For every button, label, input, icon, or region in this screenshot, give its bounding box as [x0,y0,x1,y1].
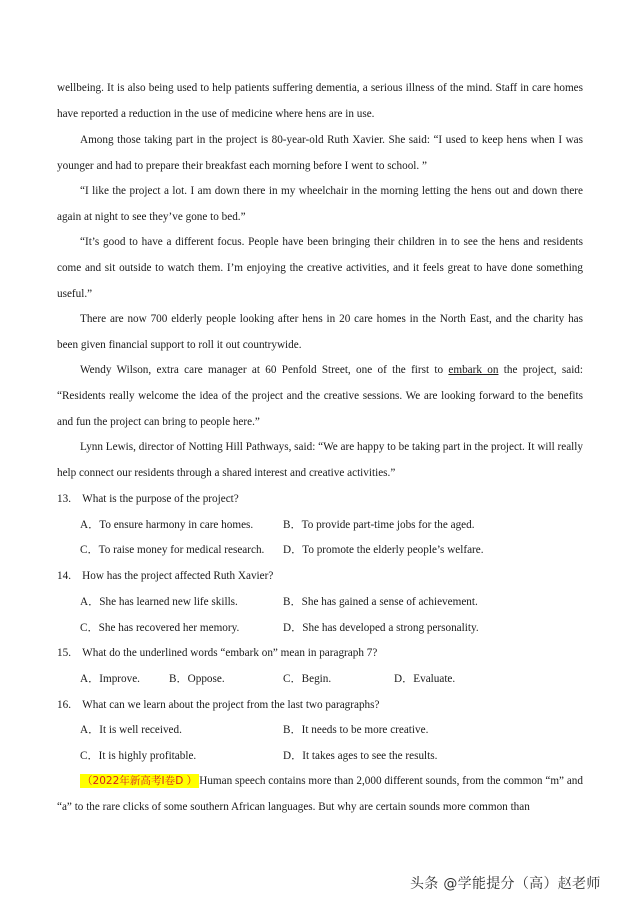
exam-source-tag: （2022年新高考Ⅰ卷D ） [82,775,198,787]
question-14-option-c: C．She has recovered her memory. [80,622,240,634]
question-16-stem: 16. What can we learn about the project from the last two paragraphs? [57,699,380,711]
question-14-option-d: D．She has developed a strong personality. [283,622,479,634]
paragraph-4: “It’s good to have a different focus. People have been bringing their children in to see the hens and residents come and sit outside to watch them. I’m enjoying the creative activities, and it feels great to have done something useful.” [57,236,583,300]
paragraph-6-after: the project, said: “Residents really welcome the idea of the project and the creative sessions. We are looking forward to the benefits and fun the project can bring to people here.” [57,364,584,428]
question-15-option-c: C．Begin. [283,673,332,685]
next-passage-text: Human speech contains more than 2,000 different sounds, from the common “m” and “a” to the rare clicks of some southern African languages. But why are certain sounds more common than [57,775,583,813]
question-15-option-a: A．Improve. [80,673,140,685]
question-13-stem: 13. What is the purpose of the project? [57,493,239,505]
question-15-stem: 15. What do the underlined words “embark on” mean in paragraph 7? [57,647,378,659]
watermark: 头条 @学能提分（高）赵老师 [410,876,601,892]
question-15-option-d: D．Evaluate. [394,673,456,685]
question-13-option-b: B．To provide part-time jobs for the aged. [283,519,475,531]
paragraph-2: Among those taking part in the project is 80-year-old Ruth Xavier. She said: “I used to keep hens when I was younger and had to prepare their breakfast each morning before I went to school. ” [57,134,583,172]
question-16-option-d: D．It takes ages to see the results. [283,750,438,762]
question-13-option-d: D．To promote the elderly people’s welfare. [283,544,484,556]
next-passage [57,769,583,821]
paragraph-6 [57,358,583,435]
paragraph-7: Lynn Lewis, director of Notting Hill Pathways, said: “We are happy to be taking part in the project. It will really help connect our residents through a shared interest and creative activities.” [57,441,583,479]
question-13-option-c: C．To raise money for medical research. [80,544,265,556]
paragraph-3: “I like the project a lot. I am down there in my wheelchair in the morning letting the hens out and down there again at night to see they’ve gone to bed.” [57,185,583,223]
paragraph-1: wellbeing. It is also being used to help patients suffering dementia, a serious illness of the mind. Staff in care homes have reported a reduction in the use of medicine where hens are in use. [57,82,583,120]
question-14-option-b: B．She has gained a sense of achievement. [283,596,478,608]
question-13-option-a: A．To ensure harmony in care homes. [80,519,254,531]
question-14-stem: 14. How has the project affected Ruth Xavier? [57,570,274,582]
question-16-option-a: A．It is well received. [80,724,182,736]
question-15-option-b: B．Oppose. [169,673,225,685]
question-14-option-a: A．She has learned new life skills. [80,596,238,608]
paragraph-6-before: Wendy Wilson, extra care manager at 60 Penfold Street, one of the first to [80,364,449,376]
question-16-option-b: B．It needs to be more creative. [283,724,429,736]
underlined-phrase: embark on [448,364,499,376]
paragraph-5: There are now 700 elderly people looking after hens in 20 care homes in the North East, and the charity has been given financial support to roll it out countrywide. [57,313,583,351]
question-16-option-c: C．It is highly profitable. [80,750,197,762]
